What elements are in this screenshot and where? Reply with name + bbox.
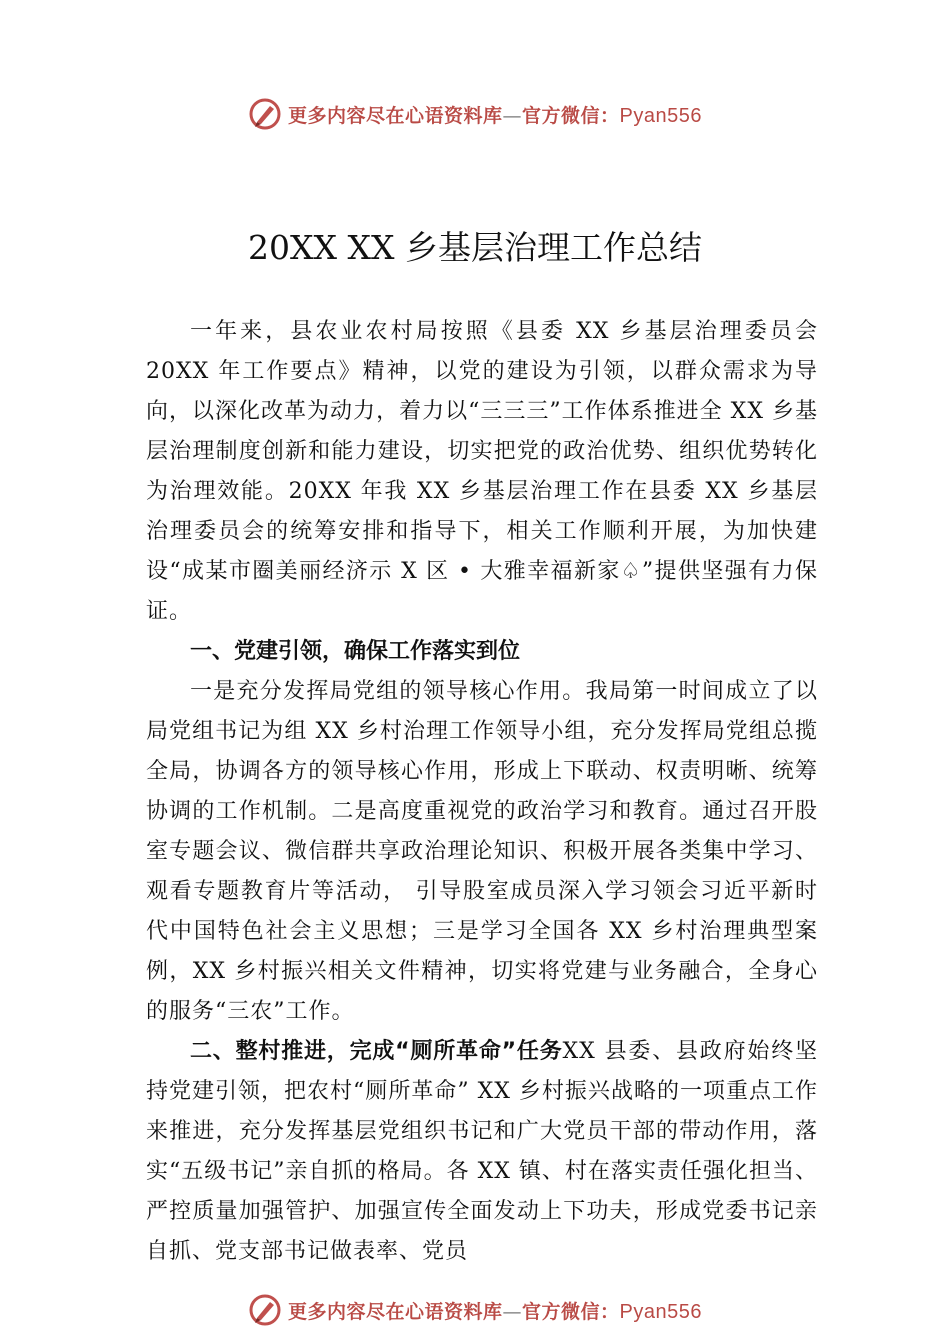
watermark-text: 更多内容尽在心语资料库—官方微信：Pyan556 [288, 104, 702, 127]
section-2-body: XX 县委、县政府始终坚持党建引领，把农村“厕所革命” XX 乡村振兴战略的一项重点工作来推进，充分发挥基层党组织书记和广大党员干部的带动作用，落实“五级书记”亲自抓的格局。各 XX 镇、村在落实责任强化担当、严控质量加强管护、加强宣传全面发动上下功夫，形成党委书记亲自抓、党支部书记做表率、党员 [146, 1039, 819, 1264]
section-heading-1: 一、党建引领，确保工作落实到位 [190, 639, 521, 664]
section-2-paragraph [146, 1032, 818, 1272]
watermark-text: 更多内容尽在心语资料库—官方微信：Pyan556 [288, 1300, 702, 1323]
intro-paragraph: 一年来，县农业农村局按照《县委 XX 乡基层治理委员会 20XX 年工作要点》精神，以党的建设为引领，以群众需求为导向，以深化改革为动力，着力以“三三三”工作体系推进全 XX 乡基层治理制度创新和能力建设，切实把党的政治优势、组织优势转化为治理效能。20XX 年我 XX 乡基层治理工作在县委 XX 乡基层治理委员会的统筹安排和指导下，相关工作顺利开展，为加快建设“成某市圈美丽经济示 X 区 • 大雅幸福新家♤”提供坚强有力保证。 [146, 319, 818, 624]
document-body [146, 312, 818, 1272]
watermark-footer [0, 1290, 950, 1330]
section-1-paragraph: 一是充分发挥局党组的领导核心作用。我局第一时间成立了以局党组书记为组 XX 乡村治理工作领导小组，充分发挥局党组总揽全局，协调各方的领导核心作用，形成上下联动、权责明晰、统筹协调的工作机制。二是高度重视党的政治学习和教育。通过召开股室专题会议、微信群共享政治理论知识、积极开展各类集中学习、观看专题教育片等活动， 引导股室成员深入学习领会习近平新时代中国特色社会主义思想；三是学习全国各 XX 乡村治理典型案例，XX 乡村振兴相关文件精神，切实将党建与业务融合，全身心的服务“三农”工作。 [146, 679, 818, 1024]
pen-circle-logo-icon [248, 97, 282, 131]
section-heading-2: 二、整村推进，完成“厕所革命”任务 [190, 1039, 563, 1064]
watermark-header [0, 94, 950, 134]
pen-circle-logo-icon [248, 1293, 282, 1327]
document-title: 20XX XX 乡基层治理工作总结 [248, 228, 702, 267]
